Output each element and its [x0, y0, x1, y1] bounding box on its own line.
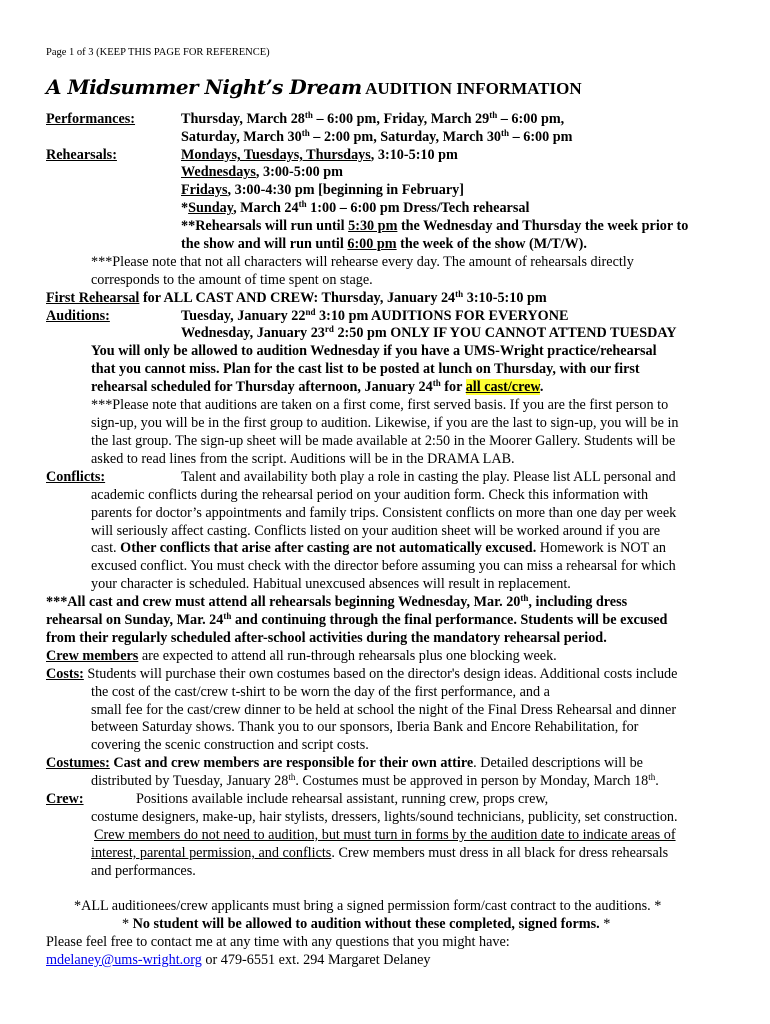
conflicts-label: Conflicts: — [46, 469, 106, 485]
all-cast-crew-highlight: all cast/crew — [465, 379, 540, 395]
crew-members-line: Crew members are expected to attend all run-through rehearsals plus one blocking week. — [46, 648, 557, 664]
page-reference: Page 1 of 3 (KEEP THIS PAGE FOR REFERENCE) — [46, 47, 270, 58]
first-rehearsal-line: First Rehearsal for ALL CAST AND CREW: Thursday, January 24th 3:10-5:10 pm — [46, 289, 547, 306]
costs-line-5: covering the scenic construction and script costs. — [91, 737, 369, 753]
crew-line-3: Crew members do not need to audition, but must turn in forms by the audition date to indicate areas of — [94, 827, 676, 843]
rehearsals-line-3: Fridays, 3:00-4:30 pm [beginning in February] — [181, 182, 464, 198]
costs-line-4: between Saturday shows. Thank you to our sponsors, Iberia Bank and Encore Rehabilitation, for — [91, 719, 639, 735]
auditions-para-2: that you cannot miss. Plan for the cast list to be posted at lunch on Thursday, with our first — [91, 361, 640, 377]
costs-label: Costs: — [46, 666, 84, 682]
auditions-para-3: rehearsal scheduled for Thursday afternoon, January 24th for all cast/crew. — [91, 378, 544, 395]
contact-line: Please feel free to contact me at any time with any questions that you might have: — [46, 934, 510, 950]
costumes-label: Costumes: — [46, 755, 110, 771]
rehearsals-line-5: **Rehearsals will run until 5:30 pm the Wednesday and Thursday the week prior to — [181, 218, 689, 234]
auditions-line-2: Wednesday, January 23rd 2:50 pm ONLY IF YOU CANNOT ATTEND TUESDAY — [181, 324, 677, 341]
crew-members-label: Crew members — [46, 648, 139, 664]
auditions-note-1: ***Please note that auditions are taken on a first come, first served basis. If you are the first person to — [91, 397, 669, 413]
conflicts-line-6: excused conflict. You must check with the director before assuming you can miss a rehearsal for which — [91, 558, 676, 574]
performances-line-2: Saturday, March 30th – 2:00 pm, Saturday, March 30th – 6:00 pm — [181, 128, 573, 145]
title-suffix: AUDITION INFORMATION — [365, 79, 582, 98]
costs-line-1: Costs: Students will purchase their own costumes based on the director's design ideas. Additional costs include — [46, 666, 678, 682]
auditions-note-3: the last group. The sign-up sheet will be made available at 2:50 in the Moorer Gallery. Students will be — [91, 433, 676, 449]
crew-line-2: costume designers, make-up, hair stylists, dressers, lights/sound technicians, publicity, set construction. — [91, 809, 678, 825]
contact-details: mdelaney@ums-wright.org or 479-6551 ext. 294 Margaret Delaney — [46, 952, 431, 968]
requirement-line-1: *ALL auditionees/crew applicants must bring a signed permission form/cast contract to the auditions. * — [74, 898, 662, 914]
costumes-line-2: distributed by Tuesday, January 28th. Costumes must be approved in person by Monday, March 18th. — [91, 772, 659, 789]
rehearsals-line-2: Wednesdays, 3:00-5:00 pm — [181, 164, 343, 180]
document-title — [46, 75, 582, 102]
conflicts-line-5: cast. Other conflicts that arise after casting are not automatically excused. Homework is NOT an — [91, 540, 667, 556]
performances-label: Performances: — [46, 111, 136, 127]
auditions-label: Auditions: — [46, 308, 110, 324]
crew-line-4: interest, parental permission, and conflicts. Crew members must dress in all black for dress rehearsals — [91, 845, 669, 861]
rehearsals-line-6: the show and will run until 6:00 pm the week of the show (M/T/W). — [181, 236, 587, 252]
costs-line-2: the cost of the cast/crew t-shirt to be worn the day of the first performance, and a — [91, 684, 550, 700]
email-link[interactable]: mdelaney@ums-wright.org — [46, 952, 202, 968]
conflicts-line-2: academic conflicts during the rehearsal period on your audition form. Check this information with — [91, 487, 649, 503]
rehearsals-note-2: corresponds to the amount of time spent on stage. — [91, 272, 373, 288]
first-rehearsal-label: First Rehearsal — [46, 290, 140, 306]
rehearsals-line-4: *Sunday, March 24th 1:00 – 6:00 pm Dress/Tech rehearsal — [181, 199, 530, 216]
play-title: A Midsummer Night’s Dream — [46, 75, 362, 99]
auditions-note-2: sign-up, you will be in the first group to audition. Likewise, if you are the last to sign-up, you will be in — [91, 415, 679, 431]
requirement-line-2: * No student will be allowed to audition without these completed, signed forms. * — [122, 916, 611, 932]
costs-line-3: small fee for the cast/crew dinner to be held at school the night of the Final Dress Rehearsal and dinner — [91, 702, 677, 718]
conflicts-line-3: parents for doctor’s appointments and family trips. Consistent conflicts on more than one day per week — [91, 505, 677, 521]
all-cast-line-1: ***All cast and crew must attend all rehearsals beginning Wednesday, Mar. 20th, including dress — [46, 593, 628, 610]
rehearsals-label: Rehearsals: — [46, 147, 117, 163]
auditions-para-1: You will only be allowed to audition Wednesday if you have a UMS-Wright practice/rehearsal — [91, 343, 657, 359]
conflicts-line-4: will seriously affect casting. Conflicts listed on your audition sheet will be worked around if you are — [91, 523, 661, 539]
conflicts-line-7: your character is scheduled. Habitual unexcused absences will result in replacement. — [91, 576, 571, 592]
all-cast-line-2: rehearsal on Sunday, Mar. 24th and continuing through the final performance. Students will be excused — [46, 611, 668, 628]
auditions-note-4: asked to read lines from the script. Auditions will be in the DRAMA LAB. — [91, 451, 515, 467]
rehearsals-note-1: ***Please note that not all characters will rehearse every day. The amount of rehearsals directly — [91, 254, 634, 270]
costumes-line-1: Costumes: Cast and crew members are responsible for their own attire. Detailed descriptions will be — [46, 755, 643, 771]
crew-line-5: and performances. — [91, 863, 196, 879]
crew-label: Crew: — [46, 791, 84, 807]
all-cast-line-3: from their regularly scheduled after-school activities during the mandatory rehearsal period. — [46, 630, 607, 646]
